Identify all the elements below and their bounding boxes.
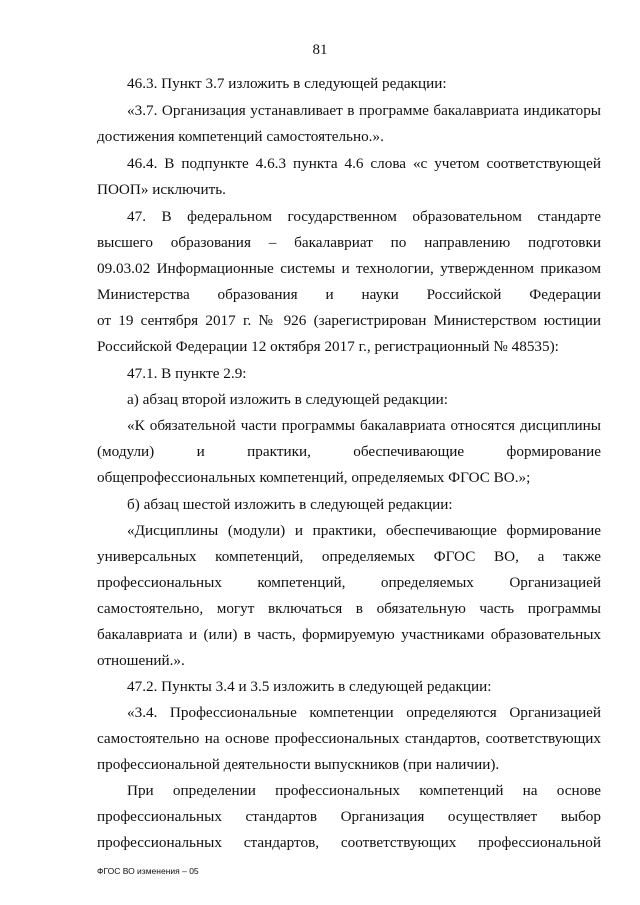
text-line: достижения компетенций самостоятельно.». bbox=[97, 128, 384, 145]
footer-note: ФГОС ВО изменения – 05 bbox=[97, 866, 199, 876]
text-line: При определении профессиональных компетенций на основе bbox=[127, 782, 601, 799]
text-line: 47.1. В пункте 2.9: bbox=[127, 365, 247, 382]
text-line: 09.03.02 Информационные системы и технологии, утвержденном приказом bbox=[97, 260, 601, 277]
text-line: профессиональных компетенций, определяемых Организацией bbox=[97, 574, 601, 591]
text-line: Российской Федерации 12 октября 2017 г., регистрационный № 48535): bbox=[97, 338, 559, 355]
text-line: «Дисциплины (модули) и практики, обеспечивающие формирование bbox=[127, 522, 601, 539]
text-line: 47. В федеральном государственном образовательном стандарте bbox=[127, 208, 601, 225]
text-line: профессиональных стандартов Организация осуществляет выбор bbox=[97, 808, 601, 825]
text-line: профессиональных стандартов, соответствующих профессиональной bbox=[97, 834, 601, 851]
text-line: «3.7. Организация устанавливает в программе бакалавриата индикаторы bbox=[127, 102, 601, 119]
text-line: отношений.». bbox=[97, 652, 185, 669]
text-line: Министерства образования и науки Российской Федерации bbox=[97, 286, 601, 303]
text-line: высшего образования – бакалавриат по направлению подготовки bbox=[97, 234, 601, 251]
text-line: ПООП» исключить. bbox=[97, 181, 226, 198]
text-line: 47.2. Пункты 3.4 и 3.5 изложить в следующей редакции: bbox=[127, 678, 492, 695]
text-line: б) абзац шестой изложить в следующей редакции: bbox=[127, 496, 453, 513]
text-line: 46.3. Пункт 3.7 изложить в следующей редакции: bbox=[127, 75, 447, 92]
text-line: самостоятельно на основе профессиональных стандартов, соответствующих bbox=[97, 730, 601, 747]
text-line: «3.4. Профессиональные компетенции определяются Организацией bbox=[127, 704, 601, 721]
text-line: а) абзац второй изложить в следующей редакции: bbox=[127, 391, 449, 408]
text-line: от 19 сентября 2017 г. № 926 (зарегистрирован Министерством юстиции bbox=[97, 312, 601, 329]
text-line: бакалавриата и (или) в часть, формируемую участниками образовательных bbox=[97, 626, 601, 643]
text-line: самостоятельно, могут включаться в обязательную часть программы bbox=[97, 600, 601, 617]
text-line: универсальных компетенций, определяемых ФГОС ВО, а также bbox=[97, 548, 601, 565]
text-line: (модули) и практики, обеспечивающие формирование bbox=[97, 443, 601, 460]
text-line: 46.4. В подпункте 4.6.3 пункта 4.6 слова «с учетом соответствующей bbox=[127, 155, 601, 172]
text-line: общепрофессиональных компетенций, определяемых ФГОС ВО.»; bbox=[97, 469, 531, 486]
page-number: 81 bbox=[312, 42, 328, 58]
text-line: профессиональной деятельности выпускников (при наличии). bbox=[97, 756, 500, 773]
text-line: «К обязательной части программы бакалавриата относятся дисциплины bbox=[127, 417, 601, 434]
